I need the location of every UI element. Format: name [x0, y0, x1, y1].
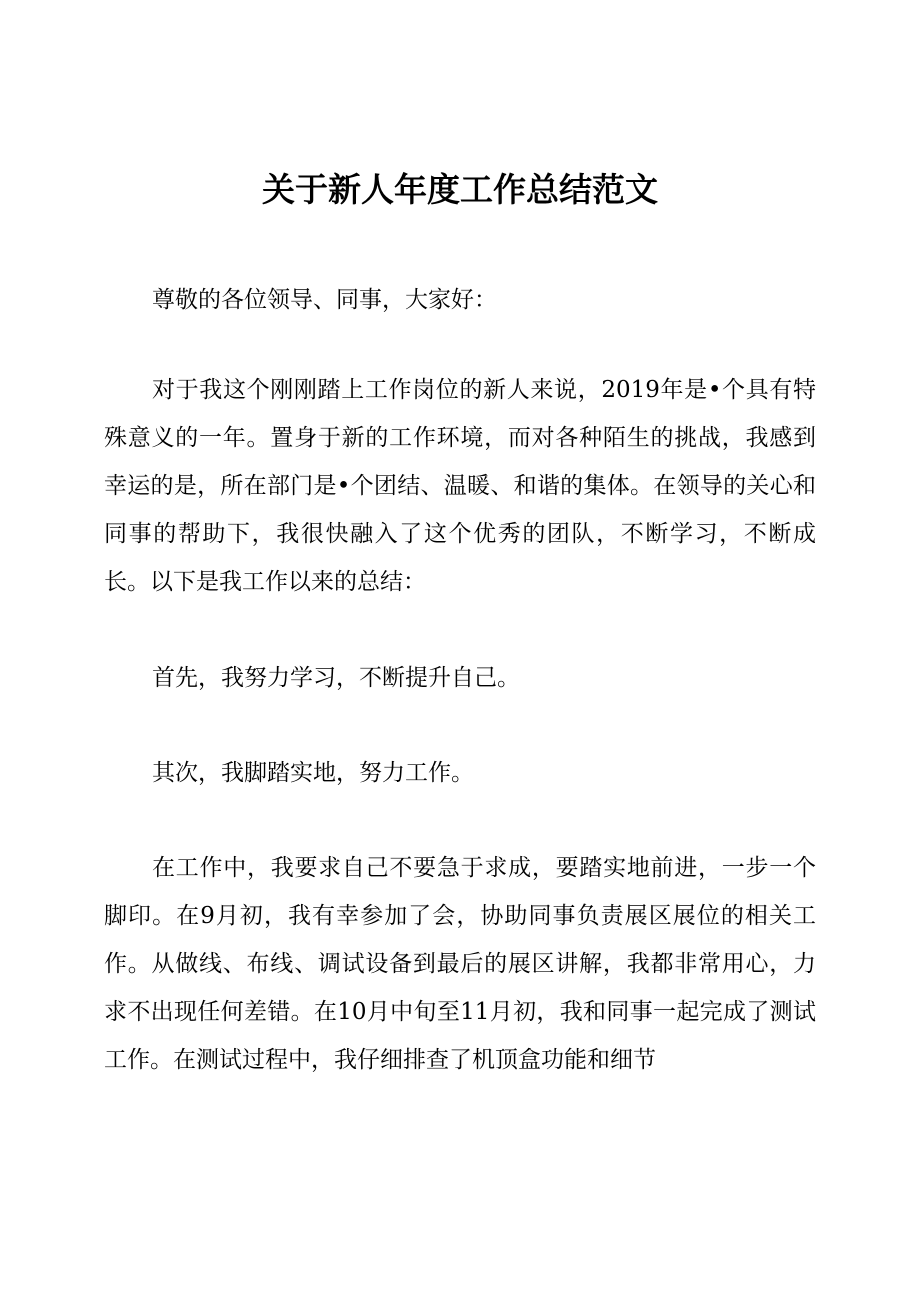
paragraph-greeting: 尊敬的各位领导、同事，大家好： [152, 287, 497, 313]
paragraph-first-point: 首先，我努力学习，不断提升自己。 [152, 665, 520, 691]
paragraph-second-point: 其次，我脚踏实地，努力工作。 [152, 760, 474, 786]
paragraph-intro: 对于我这个刚刚踏上工作岗位的新人来说，2019年是•个具有特殊意义的一年。置身于新的工作环境，而对各种陌生的挑战，我感到幸运的是，所在部门是•个团结、温暖、和谐的集体。在领导的关心和同事的帮助下，我很快融入了这个优秀的团队，不断学习，不断成长。以下是我工作以来的总结： [104, 377, 816, 595]
document-title: 关于新人年度工作总结范文 [262, 170, 658, 209]
paragraph-work-details: 在工作中，我要求自己不要急于求成，要踏实地前进，一步一个脚印。在9月初，我有幸参加了会，协助同事负责展区展位的相关工作。从做线、布线、调试设备到最后的展区讲解，我都非常用心，力求不出现任何差错。在10月中旬至11月初，我和同事一起完成了测试工作。在测试过程中，我仔细排查了机顶盒功能和细节 [104, 855, 816, 1073]
